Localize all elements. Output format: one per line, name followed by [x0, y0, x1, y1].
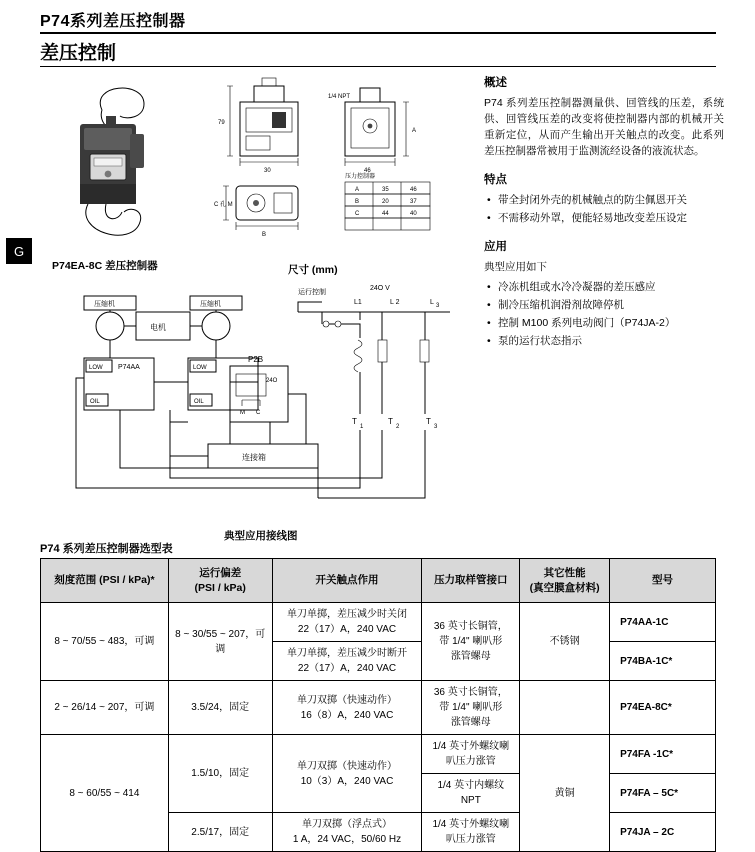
col-header-range: 刻度范围 (PSI / kPa)* [41, 559, 169, 603]
cell-differential: 3.5/24，固定 [168, 681, 272, 735]
cell-range: 2 ~ 26/14 ~ 207，可调 [41, 681, 169, 735]
svg-text:OIL: OIL [194, 399, 204, 405]
svg-text:P74AA: P74AA [118, 364, 140, 371]
cell-model: P74BA-1C* [610, 642, 716, 681]
list-item: • 制冷压缩机润滑剂故障停机 [498, 297, 724, 313]
svg-text:T: T [388, 417, 393, 426]
right-text-column [484, 74, 724, 361]
svg-text:2: 2 [396, 424, 400, 430]
cell-switch-action: 单刀单掷，差压减少时关闭 22（17）A，240 VAC [272, 603, 422, 642]
col-header-port: 压力取样管接口 [422, 559, 520, 603]
cell-switch-action: 单刀双掷（快速动作） 16（8）A，240 VAC [272, 681, 422, 735]
features-list [484, 192, 724, 226]
table-row [41, 735, 716, 774]
list-item: • 不需移动外罩，便能轻易地改变差压设定 [498, 210, 724, 226]
label-motor: 电机 [150, 323, 166, 332]
wiring-caption: 典型应用接线图 [224, 530, 298, 542]
svg-text:30: 30 [264, 168, 271, 174]
svg-text:M: M [240, 410, 245, 416]
cell-model: P74FA -1C* [610, 735, 716, 774]
cell-switch-action: 单刀双掷（快速动作） 10（3）A，240 VAC [272, 735, 422, 813]
overview-text: P74 系列差压控制器测量供、回管线的压差，系统供、回管线压差的改变将使控制器内部的机械开关重新定位，从而产生输出开关触点的改变。此系列差压控制器常被用于监测流经设备的液流状态。 [484, 97, 724, 157]
label-compressor-1: 压缩机 [94, 301, 115, 308]
page-title: P74系列差压控制器 [40, 13, 186, 30]
product-photo [40, 72, 215, 257]
subtitle-divider [40, 66, 716, 67]
svg-text:24O: 24O [266, 378, 278, 384]
svg-text:T: T [426, 417, 431, 426]
table-row [41, 681, 716, 735]
cell-port: 1/4 英寸外螺纹喇 叭压力涨管 [422, 813, 520, 852]
label-junction-box: 连接箱 [242, 453, 266, 462]
cell-other: 黄铜 [520, 735, 610, 852]
cell-range: 8 ~ 70/55 ~ 483，可调 [41, 603, 169, 681]
cell-other [520, 681, 610, 735]
features-heading: 特点 [484, 174, 507, 186]
svg-text:C 孔 M: C 孔 M [214, 202, 233, 208]
svg-text:压力控制器: 压力控制器 [345, 174, 376, 180]
svg-text:OIL: OIL [90, 399, 100, 405]
svg-text:24O V: 24O V [370, 285, 390, 292]
svg-text:44: 44 [382, 211, 389, 217]
svg-text:T: T [352, 417, 357, 426]
cell-port: 36 英寸长铜管， 带 1/4" 喇叭形 涨管螺母 [422, 681, 520, 735]
svg-text:A: A [412, 128, 417, 134]
dimension-drawing [210, 76, 455, 251]
svg-text:C: C [355, 211, 360, 217]
table-row [41, 603, 716, 642]
cell-differential: 2.5/17，固定 [168, 813, 272, 852]
title-divider [40, 32, 716, 34]
cell-model: P74JA – 2C [610, 813, 716, 852]
col-header-switch-action: 开关触点作用 [272, 559, 422, 603]
table-title: P74 系列差压控制器选型表 [40, 543, 173, 555]
label-run-control: 运行控制 [298, 289, 326, 296]
applications-intro: 典型应用如下 [484, 261, 547, 273]
svg-text:A: A [355, 187, 360, 193]
col-header-differential: 运行偏差 (PSI / kPa) [168, 559, 272, 603]
cell-port: 1/4 英寸外螺纹喇 叭压力涨管 [422, 735, 520, 774]
cell-range: 8 ~ 60/55 ~ 414 [41, 735, 169, 852]
cell-port: 36 英寸长铜管， 带 1/4" 喇叭形 涨管螺母 [422, 603, 520, 681]
svg-text:L: L [430, 299, 434, 306]
list-item: • 泵的运行状态指示 [498, 333, 724, 349]
wiring-diagram [70, 282, 480, 532]
cell-differential: 8 ~ 30/55 ~ 207，可调 [168, 603, 272, 681]
svg-text:3: 3 [434, 424, 438, 430]
svg-text:1: 1 [360, 424, 364, 430]
applications-list [484, 279, 724, 349]
svg-text:40: 40 [410, 211, 417, 217]
cell-switch-action: 单刀双掷（浮点式） 1 A，24 VAC，50/60 Hz [272, 813, 422, 852]
svg-text:46: 46 [410, 187, 417, 193]
list-item: • 冷冻机组或水冷冷凝器的差压感应 [498, 279, 724, 295]
cell-model: P74FA – 5C* [610, 774, 716, 813]
svg-text:35: 35 [382, 187, 389, 193]
svg-text:B: B [355, 199, 360, 205]
cell-other: 不锈钢 [520, 603, 610, 681]
svg-text:LOW: LOW [193, 365, 207, 371]
svg-text:LOW: LOW [89, 365, 103, 371]
overview-heading: 概述 [484, 77, 507, 89]
cell-model: P74EA-8C* [610, 681, 716, 735]
svg-text:L 2: L 2 [390, 299, 400, 306]
product-caption: P74EA-8C 差压控制器 [52, 260, 158, 272]
section-tab: G [6, 238, 32, 264]
cell-differential: 1.5/10，固定 [168, 735, 272, 813]
svg-text:1/4 NPT: 1/4 NPT [328, 94, 351, 100]
cell-model: P74AA-1C [610, 603, 716, 642]
svg-text:L1: L1 [354, 299, 362, 306]
page-subtitle: 差压控制 [40, 43, 117, 64]
table-header-row [41, 559, 716, 603]
applications-heading: 应用 [484, 241, 507, 253]
svg-text:P2B: P2B [248, 355, 264, 364]
label-compressor-2: 压缩机 [200, 301, 221, 308]
svg-text:3: 3 [436, 303, 440, 309]
col-header-other: 其它性能 (真空膜盒材料) [520, 559, 610, 603]
selection-table [40, 558, 716, 852]
svg-text:20: 20 [382, 199, 389, 205]
cell-port: 1/4 英寸内螺纹 NPT [422, 774, 520, 813]
svg-text:79: 79 [218, 120, 225, 126]
svg-text:B: B [262, 232, 267, 238]
list-item: • 控制 M100 系列电动阀门（P74JA-2） [498, 315, 724, 331]
list-item: • 带全封闭外壳的机械触点的防尘佩恩开关 [498, 192, 724, 208]
svg-text:C: C [256, 410, 261, 416]
cell-switch-action: 单刀单掷，差压减少时断开 22（17）A，240 VAC [272, 642, 422, 681]
dimension-caption: 尺寸 (mm) [288, 264, 338, 276]
svg-text:37: 37 [410, 199, 417, 205]
svg-text:46: 46 [364, 168, 371, 174]
col-header-model: 型号 [610, 559, 716, 603]
